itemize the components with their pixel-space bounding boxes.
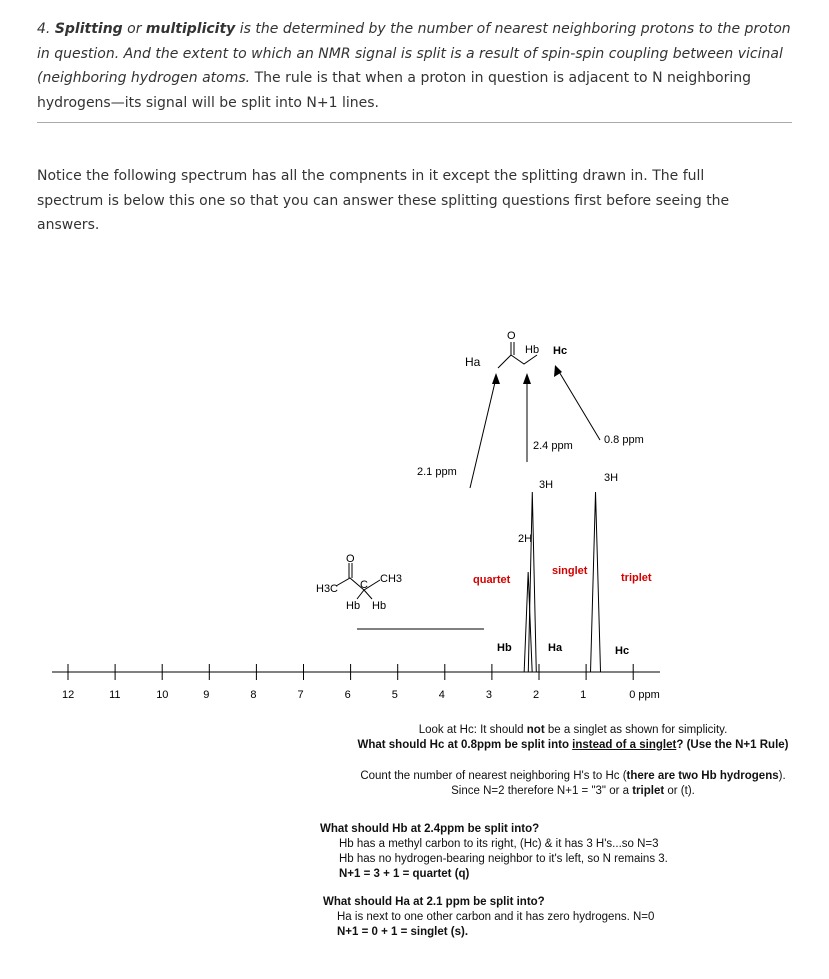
peak-hc bbox=[591, 492, 601, 672]
question-rule: The rule is that when a proton in question is adjacent to N neighboring hydrogens—its signal will be split into N+1 lines. bbox=[37, 70, 751, 111]
multiplicity-label-hc: triplet bbox=[621, 572, 652, 584]
count-end: ). bbox=[778, 770, 786, 782]
look-at-rest: be a singlet as shown for simplicity. bbox=[547, 724, 728, 736]
look-at-hc-note bbox=[318, 723, 828, 753]
count-start: Count the number of nearest neighboring H's to Hc ( bbox=[360, 770, 627, 782]
or-word: or bbox=[127, 21, 142, 37]
top-hb-label: Hb bbox=[525, 344, 540, 356]
triplet-word: triplet bbox=[632, 785, 665, 797]
question-body: is the determined by the number of nearest neighboring protons to the proton in question. And the extent to which an NMR signal is split is a result of spin-spin coupling between vicinal (neighboring hydrogen atoms. bbox=[37, 21, 791, 86]
question-ha: What should Ha at 2.1 ppm be split into? bbox=[323, 896, 545, 908]
x-axis-ticks bbox=[62, 664, 660, 701]
left-hb1-label: Hb bbox=[346, 600, 361, 612]
q1-start: What should Hc at 0.8ppm be split into bbox=[357, 739, 569, 751]
term-splitting: Splitting bbox=[54, 21, 123, 37]
peak-label-ha: Ha bbox=[548, 642, 563, 654]
x-tick-label: 11 bbox=[109, 689, 121, 701]
spectrum-peaks bbox=[524, 492, 600, 672]
arrow-ha bbox=[470, 378, 496, 488]
q1-end: ? (Use the N+1 Rule) bbox=[676, 739, 789, 751]
count-bold: there are two Hb hydrogens bbox=[626, 770, 779, 782]
left-c-label: C bbox=[360, 579, 368, 591]
divider-top bbox=[37, 122, 792, 123]
integration-label-center: 3H bbox=[539, 479, 554, 491]
top-ha-label: Ha bbox=[465, 355, 481, 369]
q1-underline: instead of a singlet bbox=[572, 739, 677, 751]
nmr-spectrum-figure bbox=[0, 300, 829, 720]
ha-question-block bbox=[323, 895, 823, 940]
left-h3c-label: H3C bbox=[316, 583, 339, 595]
notice-paragraph: Notice the following spectrum has all the compnents in it except the splitting drawn in. The full spectrum is below this one so that you can answer these splitting questions first before seeing the answers. bbox=[37, 168, 730, 233]
arrow-hc bbox=[558, 370, 600, 440]
hb-line-1: Hb has a methyl carbon to its right, (Hc) & it has 3 H's...so N=3 bbox=[339, 838, 659, 850]
hb-question-block bbox=[320, 822, 820, 882]
ha-line-2: N+1 = 0 + 1 = singlet (s). bbox=[337, 926, 469, 938]
look-at-text: Look at Hc: It should bbox=[418, 724, 524, 736]
hb-line-3: N+1 = 3 + 1 = quartet (q) bbox=[339, 868, 470, 880]
x-tick-label: 9 bbox=[203, 689, 210, 701]
x-tick-label: 4 bbox=[438, 689, 445, 701]
x-tick-label: 12 bbox=[62, 689, 75, 701]
x-tick-label: 2 bbox=[533, 689, 540, 701]
top-oxygen-label: O bbox=[507, 330, 516, 342]
hb-line-2: Hb has no hydrogen-bearing neighbor to it's left, so N remains 3. bbox=[339, 853, 668, 865]
x-tick-label: 6 bbox=[344, 689, 351, 701]
shift-label-hb: 2.4 ppm bbox=[533, 440, 573, 452]
count-neighbors-note bbox=[318, 769, 828, 799]
x-tick-label: 1 bbox=[580, 689, 587, 701]
shift-label-ha: 2.1 ppm bbox=[417, 466, 457, 478]
question-number: 4. bbox=[37, 21, 51, 37]
left-hb2-label: Hb bbox=[372, 600, 387, 612]
term-multiplicity: multiplicity bbox=[145, 21, 236, 37]
since-end: or (t). bbox=[667, 785, 695, 797]
x-tick-label: 0 ppm bbox=[629, 689, 660, 701]
x-tick-label: 3 bbox=[485, 689, 493, 701]
peak-ha bbox=[528, 492, 536, 672]
multiplicity-label-ha: singlet bbox=[552, 565, 588, 577]
ha-explanation bbox=[323, 910, 823, 940]
x-tick-label: 5 bbox=[391, 689, 398, 701]
left-ch3-label: CH3 bbox=[380, 573, 403, 585]
ha-line-1: Ha is next to one other carbon and it has zero hydrogens. N=0 bbox=[337, 911, 655, 923]
multiplicity-label-hb: quartet bbox=[473, 574, 511, 586]
arrow-heads bbox=[492, 365, 562, 384]
top-hc-label: Hc bbox=[553, 345, 568, 357]
x-tick-label: 7 bbox=[297, 689, 304, 701]
x-tick-label: 10 bbox=[156, 689, 169, 701]
peak-arrows bbox=[470, 370, 600, 488]
left-structure bbox=[336, 563, 380, 599]
not-word: not bbox=[526, 724, 545, 736]
integration-label-hb: 2H bbox=[518, 533, 533, 545]
hb-explanation bbox=[320, 837, 820, 882]
peak-label-hb: Hb bbox=[497, 642, 512, 654]
since-start: Since N=2 therefore N+1 = "3" or a bbox=[451, 785, 630, 797]
left-oxygen-label: O bbox=[346, 553, 355, 565]
question-hc bbox=[357, 739, 788, 751]
peak-label-hc: Hc bbox=[615, 645, 630, 657]
question-paragraph bbox=[37, 17, 797, 115]
shift-label-hc: 0.8 ppm bbox=[604, 434, 644, 446]
integration-label-hc: 3H bbox=[604, 472, 619, 484]
question-hb: What should Hb at 2.4ppm be split into? bbox=[320, 823, 540, 835]
x-tick-label: 8 bbox=[250, 689, 257, 701]
